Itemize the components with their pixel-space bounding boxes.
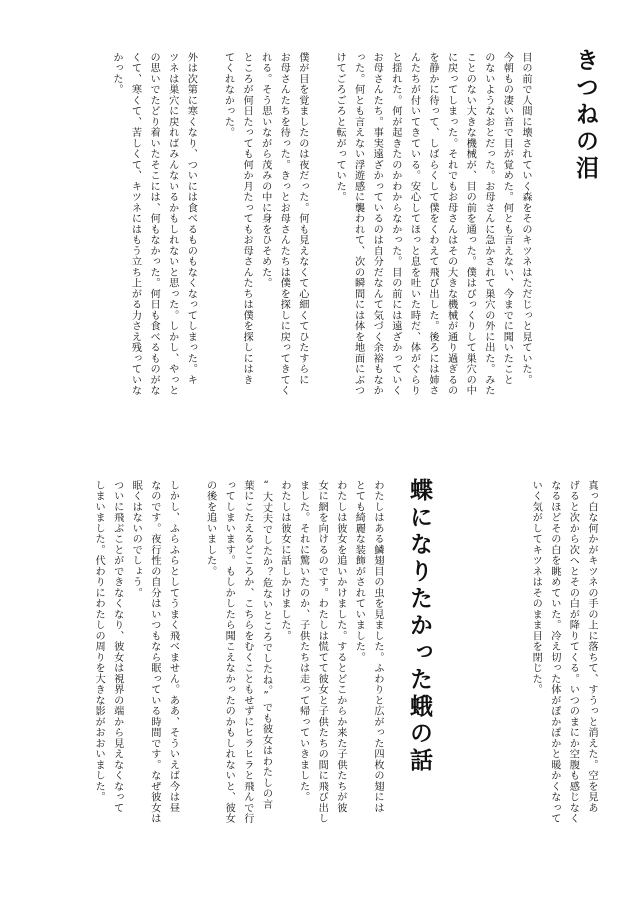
story-body-kitsune-continued	[520, 480, 600, 870]
text-column: に戻ってしまった。それでもお母さんはその大きな機械が通り過ぎるの	[445, 52, 457, 396]
text-column: ついに飛ぶことができなくなり、彼女は視界の端から見えなくなって	[111, 480, 123, 814]
text-column: を静かに待って、しばらくして僕をくわえて飛び出した。後ろには姉さ	[427, 52, 439, 396]
text-column: ことのない大きな機械が、目の前を通った。僕はびっくりして巣穴の中	[464, 52, 476, 396]
text-column: とても綺麗な装飾がされていました。	[353, 480, 365, 663]
text-column: しまいました。代わりにわたしの周りを大きな影がおおいました。	[93, 480, 105, 803]
text-column: ってしまいます。もしかしたら聞こえなかったのかもしれないと、彼女	[223, 480, 235, 824]
text-column: の後を追いました。	[204, 480, 216, 577]
paragraph-gap	[181, 480, 200, 870]
text-column: 葉にこたえるどころか、こちらをむくこともせずにヒラヒラと飛んで行	[241, 480, 253, 824]
text-column: わたしは彼女に話しかけました。	[279, 480, 291, 642]
text-column: 今朝もの凄い音で目が覚めた。何とも言えない、今までに聞いたこと	[501, 52, 513, 386]
text-column: 女に網を向けるのです。わたしは慌てて彼女と子供たちの間に飛び出し	[316, 480, 328, 824]
story-title-kitsune: きつねの泪	[572, 48, 599, 183]
text-column: 目の前で人間に壊されていく森をそのキツネはただじっと見ていた。	[520, 52, 531, 386]
story-title-moth: 蝶になりたかった蛾の話	[406, 478, 433, 775]
text-column: 外は次第に寒くなり、ついには食べるものもなくなってしまった。キ	[185, 52, 197, 386]
text-column: の思いでたどり着いたそこには、何もなかった。何日も食べるものがな	[148, 52, 160, 396]
text-column: “大丈夫でしたか？危ないところでしたね。”でも彼女はわたしの言	[260, 480, 272, 810]
text-column: しかし、ふらふらとしてうまく飛べません。ああ、そういえば今は昼	[167, 480, 179, 814]
text-column: ところが何日たっても何か月たってもお母さんたちは僕を探しにはき	[241, 52, 253, 386]
text-column: わたしは彼女を追いかけました。するとどこからか来た子供たちが彼	[334, 480, 346, 814]
text-column: かった。	[110, 52, 122, 95]
story-body-kitsune	[34, 52, 534, 462]
paragraph-gap	[199, 52, 218, 462]
text-column: ツネは巣穴に戻ればみんないるかもしれないと思った。しかし、やっと	[166, 52, 178, 396]
text-column: お母さんたちを待った。きっとお母さんたちは僕を探しに戻ってきてく	[278, 52, 290, 396]
text-column: 眠くはないのでしょう。	[130, 480, 142, 599]
text-column: ました。それに驚いたのか、子供たちは走って帰っていきました。	[297, 480, 309, 803]
text-column: 真っ白な何かがキツネの手の上に落ちて、すうっと消えた。空を見あ	[586, 480, 597, 814]
text-column: のないようなおとだった。お母さんに急かされて巣穴の外に出た。みた	[482, 52, 494, 396]
text-column: お母さんたち。事実遠ざかっているのは自分だなんて気づく余裕もなか	[371, 52, 383, 396]
text-column: れる。そう思いながら茂みの中に身をひそめた。	[259, 52, 271, 289]
text-column: と揺れた。何が起きたのかわからなかった。目の前には遠ざかっていく	[389, 52, 401, 396]
text-column: くて、寒くて、苦しくて、キツネにはもう立ち上がる力さえ残っていな	[129, 52, 141, 396]
story-body-moth	[26, 480, 386, 870]
paragraph-gap	[311, 52, 330, 462]
text-column: てくれなかった。	[222, 52, 234, 138]
text-column: んたちが付いてきている。安心してほっと息を吐いた時だ、体がぐらり	[408, 52, 420, 396]
text-column: わたしはある鱗翅目の虫を見ました。ふわりと広がった四枚の翅には	[372, 480, 383, 814]
text-column: 僕が目を覚ましたのは夜だった。何も見えなくて心細くてひたすらに	[296, 52, 308, 386]
text-column: げると次から次へとその白が降りてくる。いつのまにか空腹も感じなく	[567, 480, 579, 824]
text-column: った。何とも言えない浮遊感に襲われて、次の瞬間には体を地面にぶつ	[352, 52, 364, 396]
text-column: なるほどその白を眺めていた。冷え切った体がぽかぽかと暖かくなって	[548, 480, 560, 824]
text-column: けてごろごろと転がっていた。	[334, 52, 346, 203]
text-column: いく気がしてキツネはそのまま目を閉じた。	[530, 480, 542, 695]
text-column: なのです。夜行性の自分はいつもなら眠っている時間です。なぜ彼女は	[148, 480, 160, 824]
